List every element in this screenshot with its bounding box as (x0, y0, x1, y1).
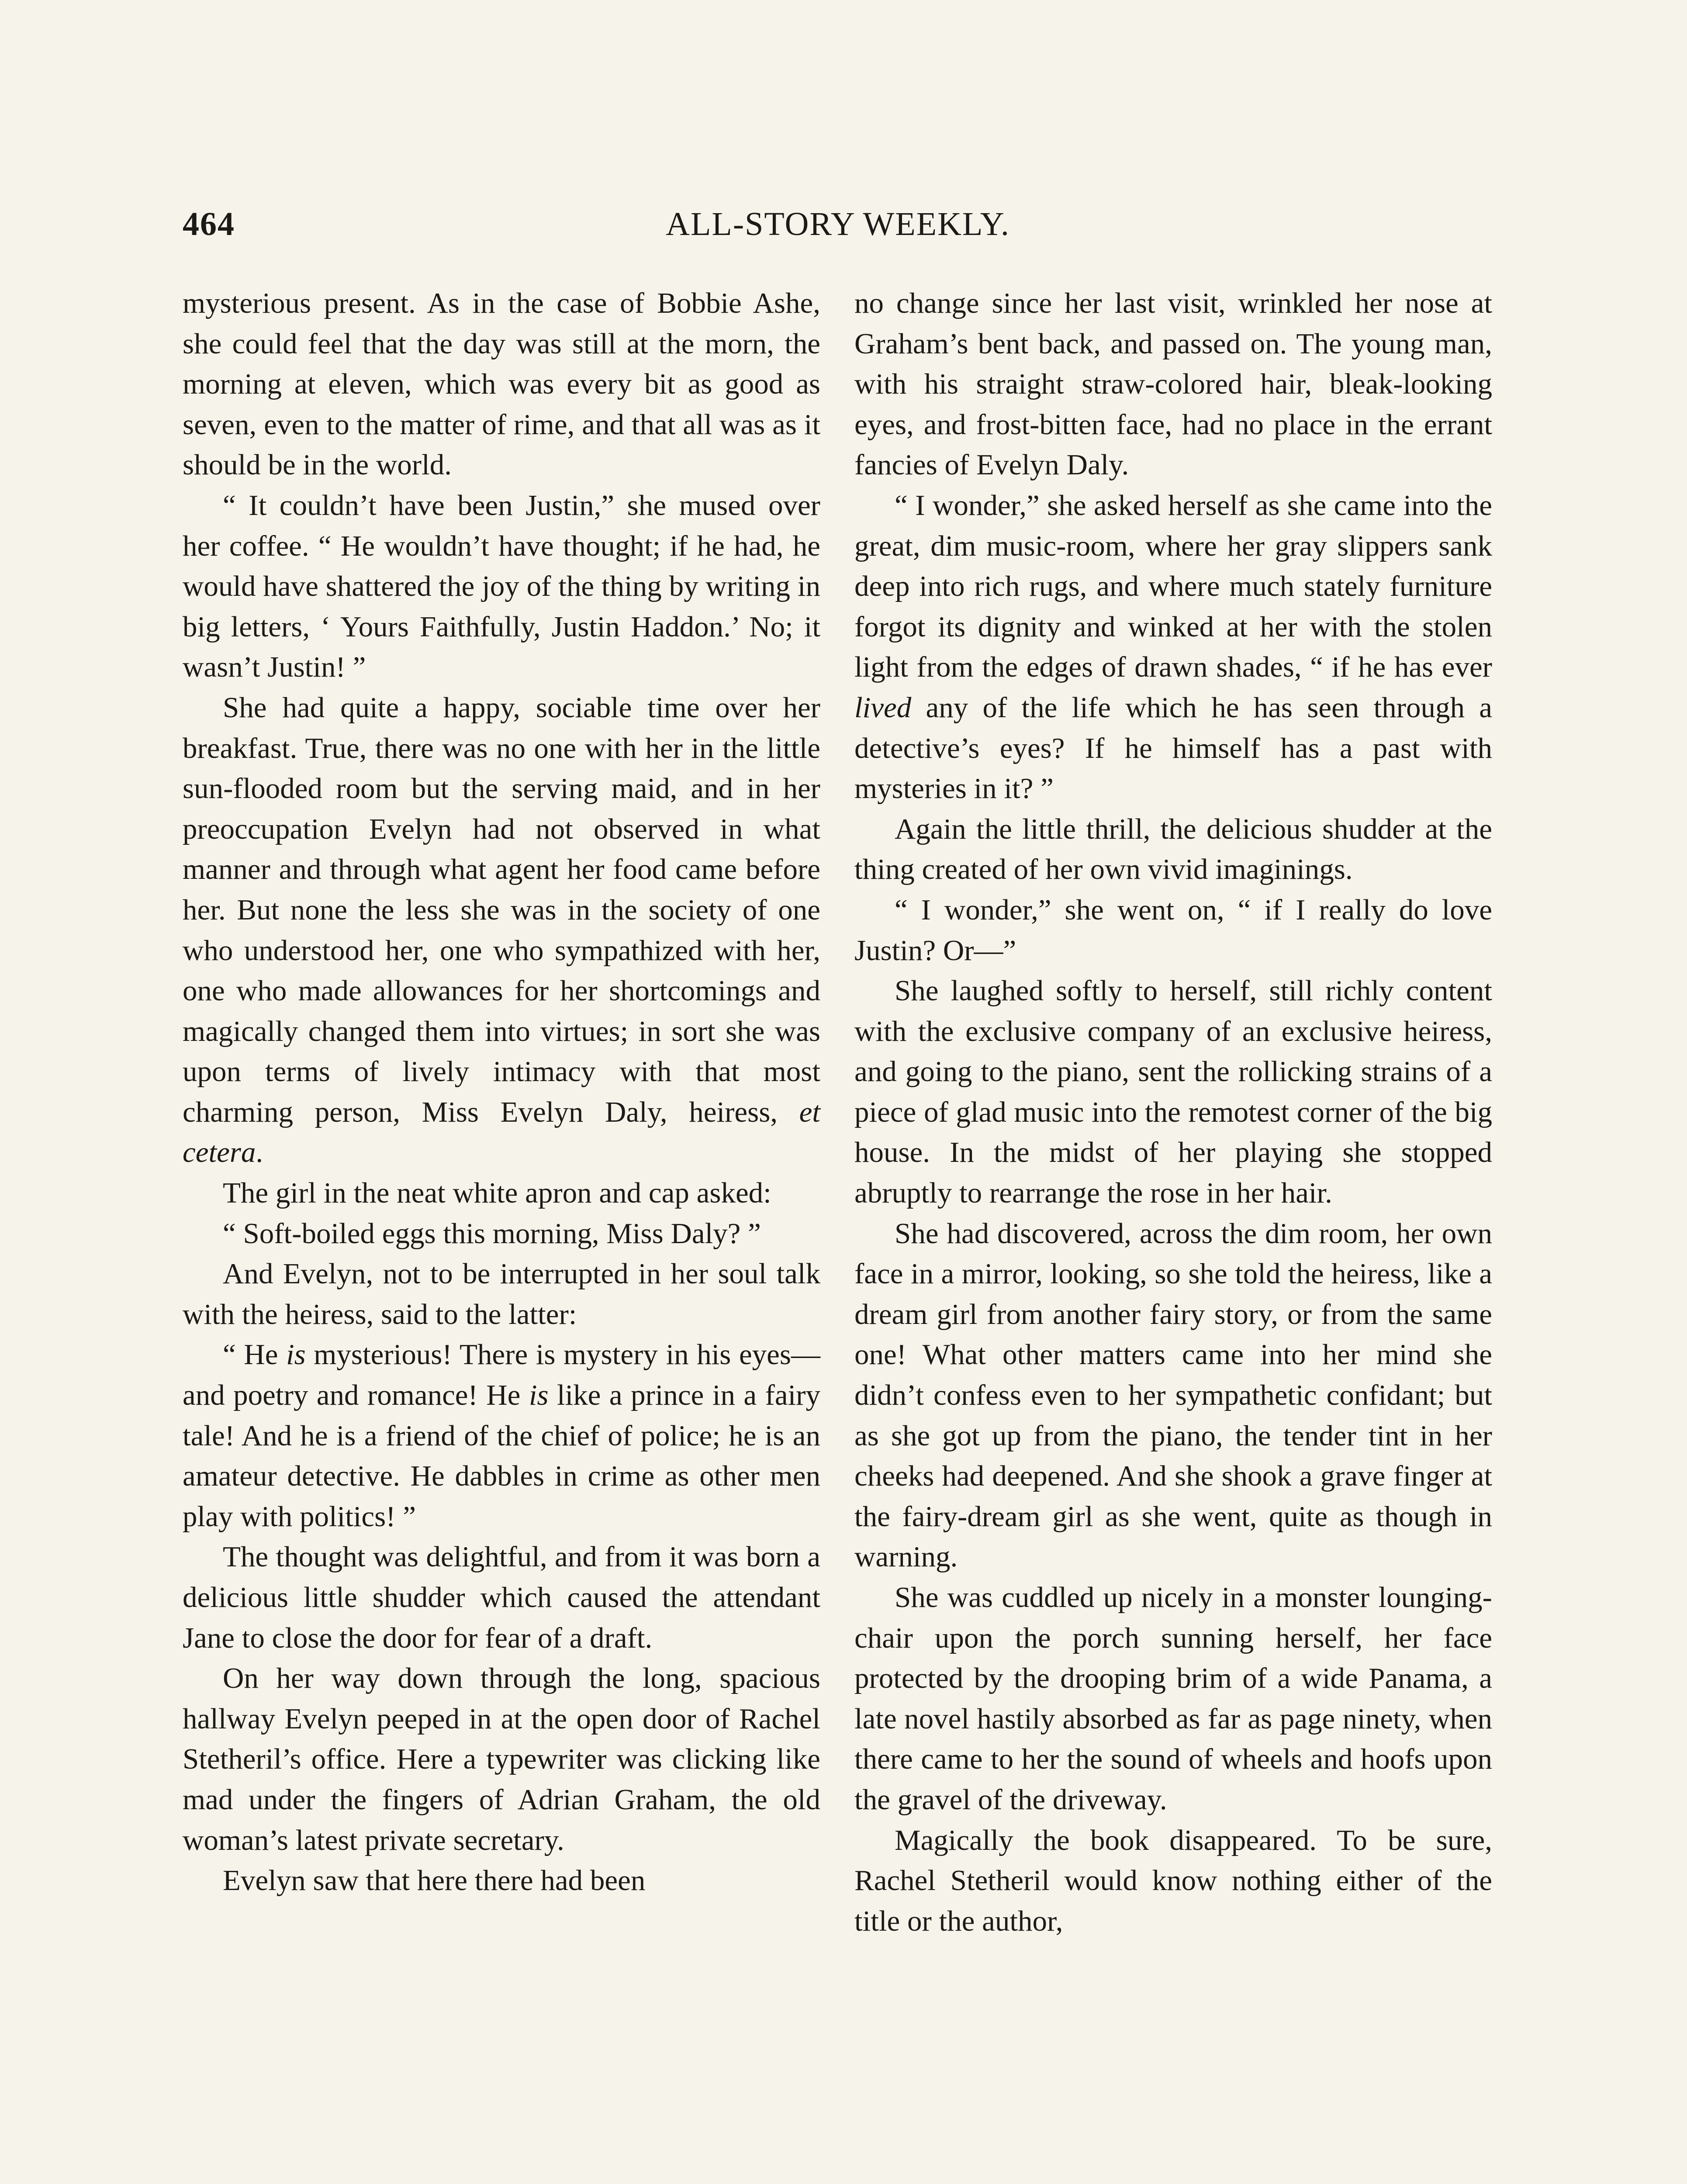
paragraph: Magically the book disappeared. To be sure, Rachel Stetheril would know nothing either of the title or the author, (854, 1824, 1492, 1937)
paragraph: She was cuddled up nicely in a monster lounging-chair upon the porch sunning herself, her face protected by the drooping brim of a wide Panama, a late novel hastily absorbed as far as page ninety, when there came to her the sound of wheels and hoofs upon the gravel of the driveway. (854, 1581, 1492, 1816)
paragraph: Again the little thrill, the delicious shudder at the thing created of her own vivid imaginings. (854, 812, 1492, 886)
paragraph: mysterious present. As in the case of Bobbie Ashe, she could feel that the day was still at the morn, the morning at eleven, which was every bit as good as seven, even to the matter of rime, and that all was as it should be in the world. (183, 287, 820, 481)
paragraph: Evelyn saw that here there had been (223, 1864, 646, 1897)
running-title: ALL-STORY WEEKLY. (666, 206, 1010, 242)
paragraph: “ I wonder,” she asked herself as she came into the great, dim music-room, where her gray slippers sank deep into rich rugs, and where much stately furniture forgot its dignity and winked at her with the stolen light from the edges of drawn shades, “ if he has ever lived any of the life which he has seen through a detective’s eyes? If he himself has a past with mysteries in it? ” (854, 489, 1492, 805)
paragraph: On her way down through the long, spacious hallway Evelyn peeped in at the open door of Rachel Stetheril’s office. Here a typewriter was clicking like mad under the fingers of Adrian Graham, the old woman’s latest private secretary. (183, 1662, 820, 1856)
paragraph: “ He is mysterious! There is mystery in his eyes—and poetry and romance! He is like a prince in a fairy tale! And he is a friend of the chief of police; he is an amateur detective. He dabbles in crime as other men play with politics! ” (183, 1338, 820, 1533)
paragraph: “ I wonder,” she went on, “ if I really do love Justin? Or—” (854, 893, 1492, 967)
right-text-column (854, 283, 1492, 1941)
paragraph: She laughed softly to herself, still richly content with the exclusive company of an exclusive heiress, and going to the piano, sent the rollicking strains of a piece of glad music into the remotest corner of the big house. In the midst of her playing she stopped abruptly to rearrange the rose in her hair. (854, 975, 1492, 1209)
paragraph: And Evelyn, not to be interrupted in her soul talk with the heiress, said to the latter: (183, 1258, 820, 1330)
paragraph: The girl in the neat white apron and cap asked: (223, 1177, 771, 1209)
paragraph: no change since her last visit, wrinkled her nose at Graham’s bent back, and passed on. The young man, with his straight straw-colored hair, bleak-looking eyes, and frost-bitten face, had no place in the errant fancies of Evelyn Daly. (854, 287, 1492, 481)
left-text-column (183, 283, 820, 1901)
page-number: 464 (183, 206, 235, 242)
paragraph: She had quite a happy, sociable time over her breakfast. True, there was no one with her in the little sun-flooded room but the serving maid, and in her preoccupation Evelyn had not observed in what manner and through what agent her food came before her. But none the less she was in the society of one who understood her, one who sympathized with her, one who made allowances for her shortcomings and magically changed them into virtues; in sort she was upon terms of lively intimacy with that most charming person, Miss Evelyn Daly, heiress, et cetera. (183, 691, 820, 1169)
paragraph: “ Soft-boiled eggs this morning, Miss Daly? ” (223, 1217, 761, 1250)
page-header (183, 205, 1493, 253)
paragraph: She had discovered, across the dim room, her own face in a mirror, looking, so she told the heiress, like a dream girl from another fairy story, or from the same one! What other matters came into her mind she didn’t confess even to her sympathetic confidant; but as she got up from the piano, the tender tint in her cheeks had deepened. And she shook a grave finger at the fairy-dream girl as she went, quite as though in warning. (854, 1217, 1492, 1573)
paragraph: “ It couldn’t have been Justin,” she mused over her coffee. “ He wouldn’t have thought; if he had, he would have shattered the joy of the thing by writing in big letters, ‘ Yours Faithfully, Justin Haddon.’ No; it wasn’t Justin! ” (183, 489, 820, 684)
paragraph: The thought was delightful, and from it was born a delicious little shudder which caused the attendant Jane to close the door for fear of a draft. (183, 1541, 820, 1654)
